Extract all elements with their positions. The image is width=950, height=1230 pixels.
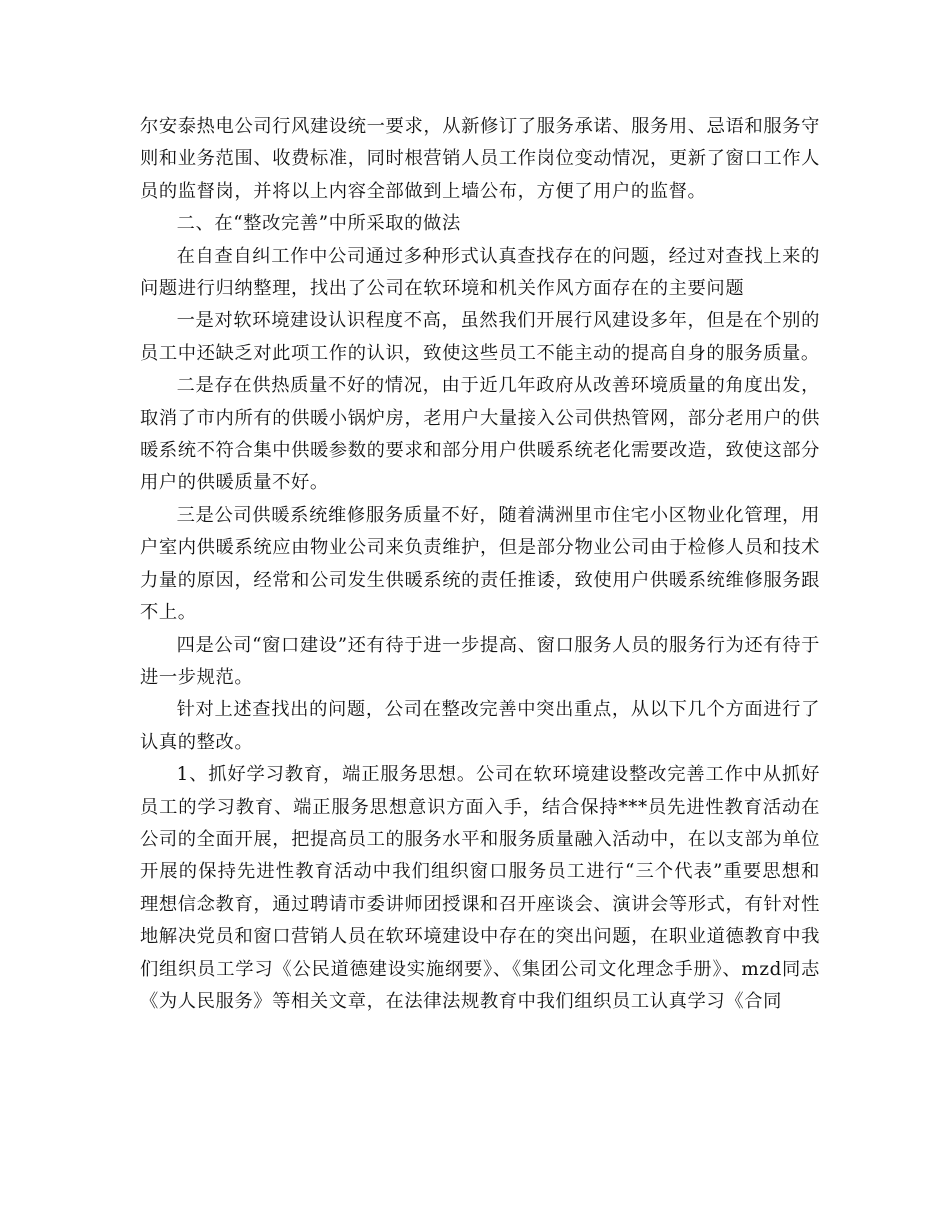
paragraph-5: 二是存在供热质量不好的情况，由于近几年政府从改善环境质量的角度出发，取消了市内所有的供暖小锅炉房，老用户大量接入公司供热管网，部分老用户的供暖系统不符合集中供暖参数的要求和部分用户供暖系统老化需要改造，致使这部分用户的供暖质量不好。 <box>140 375 820 494</box>
paragraph-3: 在自查自纠工作中公司通过多种形式认真查找存在的问题，经过对查找上来的问题进行归纳整理，找出了公司在软环境和机关作风方面存在的主要问题 <box>140 245 820 300</box>
document-body <box>140 111 820 1018</box>
paragraph-6: 三是公司供暖系统维修服务质量不好，随着满洲里市住宅小区物业化管理，用户室内供暖系统应由物业公司来负责维护，但是部分物业公司由于检修人员和技术力量的原因，经常和公司发生供暖系统的责任推诿，致使用户供暖系统维修服务跟不上。 <box>140 504 820 624</box>
paragraph-4: 一是对软环境建设认识程度不高，虽然我们开展行风建设多年，但是在个别的员工中还缺乏对此项工作的认识，致使这些员工不能主动的提高自身的服务质量。 <box>140 310 820 364</box>
section-heading-2: 二、在“整改完善”中所采取的做法 <box>176 213 461 235</box>
paragraph-9: 1、抓好学习教育，端正服务思想。公司在软环境建设整改完善工作中从抓好员工的学习教育、端正服务思想意识方面入手，结合保持***员先进性教育活动在公司的全面开展，把提高员工的服务水平和服务质量融入活动中，在以支部为单位开展的保持先进性教育活动中我们组织窗口服务员工进行“三个代表”重要思想和理想信念教育，通过聘请市委讲师团授课和召开座谈会、演讲会等形式，有针对性地解决党员和窗口营销人员在软环境建设中存在的突出问题，在职业道德教育中我们组织员工学习《公民道德建设实施纲要》、《集团公司文化理念手册》、mzd同志《为人民服务》等相关文章，在法律法规教育中我们组织员工认真学习《合同 <box>140 764 820 1012</box>
paragraph-1: 尔安泰热电公司行风建设统一要求，从新修订了服务承诺、服务用、忌语和服务守则和业务范围、收费标准，同时根营销人员工作岗位变动情况，更新了窗口工作人员的监督岗，并将以上内容全部做到上墙公布，方便了用户的监督。 <box>140 116 820 202</box>
paragraph-7: 四是公司“窗口建设”还有待于进一步提高、窗口服务人员的服务行为还有待于进一步规范。 <box>140 634 820 688</box>
paragraph-8: 针对上述查找出的问题，公司在整改完善中突出重点，从以下几个方面进行了认真的整改。 <box>140 699 820 753</box>
